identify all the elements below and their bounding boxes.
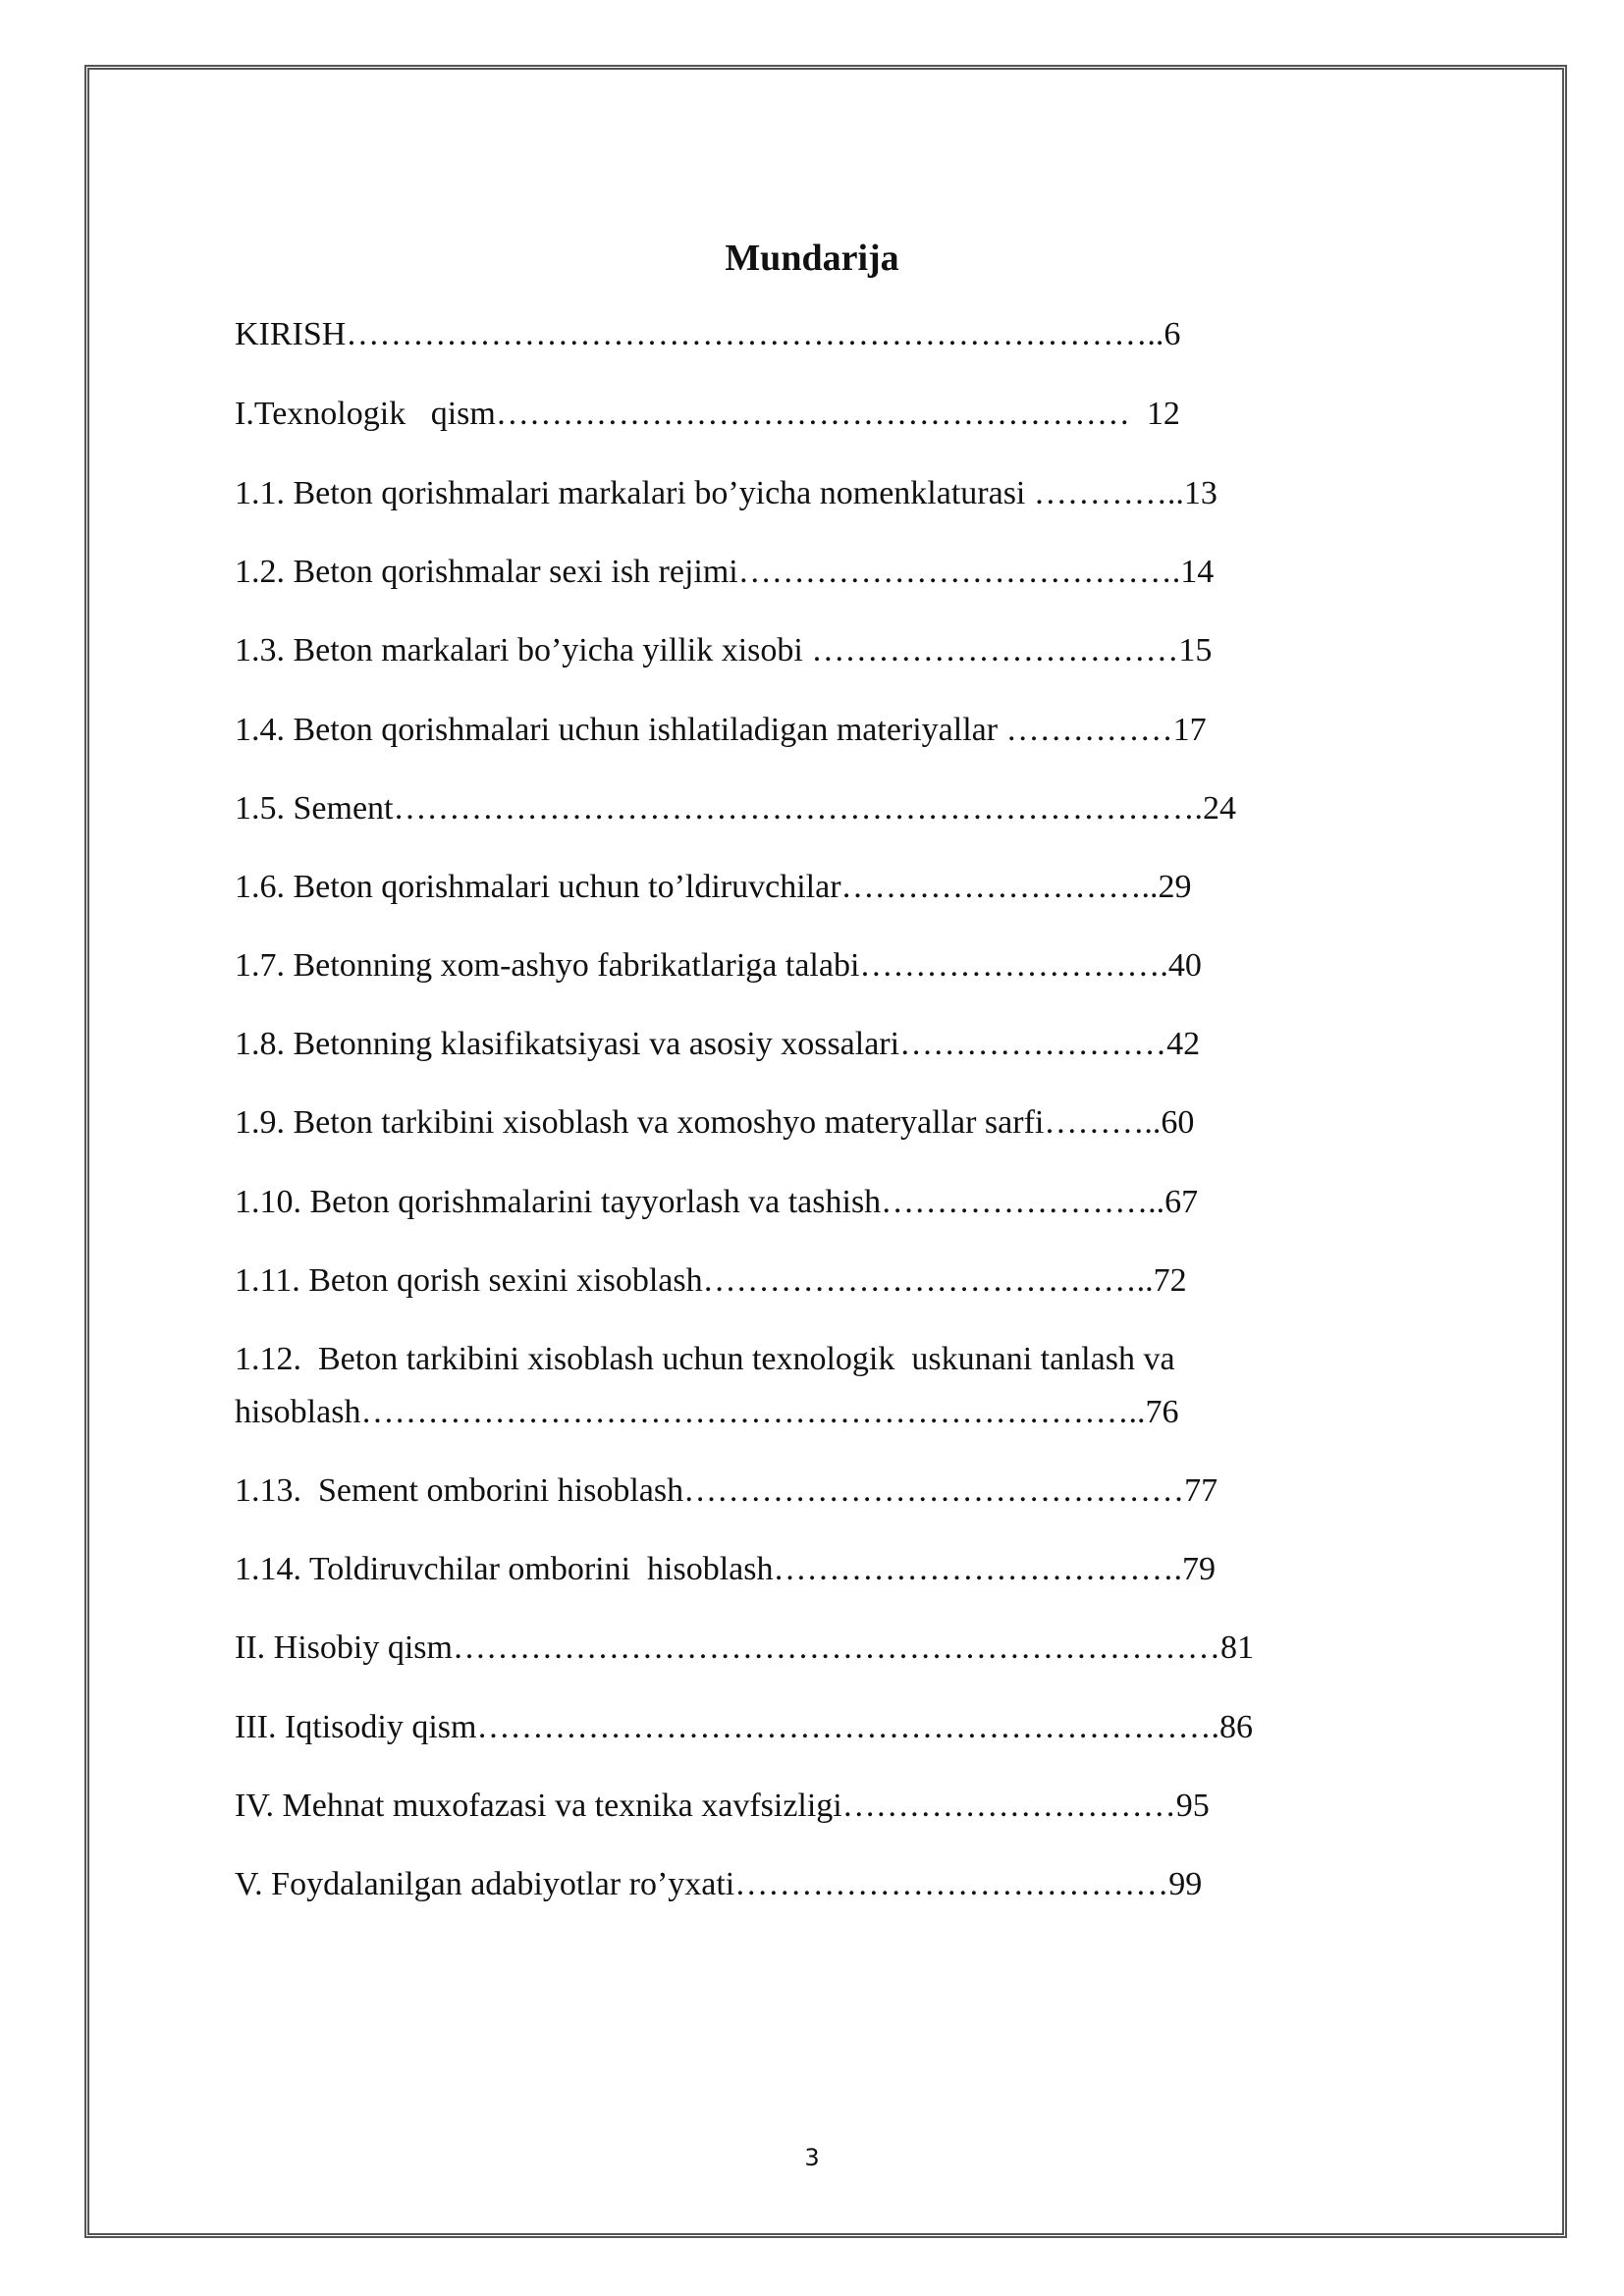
page-number: 3 bbox=[804, 2144, 820, 2171]
toc-entry-1-5: 1.5. Sement……………………………………………………………….24 bbox=[235, 790, 1236, 827]
toc-entry-1-8: 1.8. Betonning klasifikatsiyasi va asosiy xossalari……………………42 bbox=[235, 1026, 1201, 1062]
toc-entry-texnologik-qism: I.Texnologik qism………………………………………………… 12 bbox=[235, 396, 1180, 432]
toc-entry-1-9: 1.9. Beton tarkibini xisoblash va xomoshyo materyallar sarfi………..60 bbox=[235, 1104, 1195, 1141]
toc-entry-1-10: 1.10. Beton qorishmalarini tayyorlash va tashish……………………..67 bbox=[235, 1184, 1199, 1220]
toc-entry-1-1: 1.1. Beton qorishmalari markalari bo’yicha nomenklaturasi …………..13 bbox=[235, 475, 1218, 511]
toc-entry-iqtisodiy-qism: III. Iqtisodiy qism………………………………………………………….86 bbox=[235, 1709, 1253, 1745]
toc-entry-1-6: 1.6. Beton qorishmalari uchun to’ldiruvchilar………………………..29 bbox=[235, 869, 1192, 905]
toc-entry-1-12-continued: hisoblash……………………………………………………………..76 bbox=[235, 1394, 1179, 1430]
toc-entry-kirish: KIRISH………………………………………………………………..6 bbox=[235, 316, 1181, 352]
toc-entry-1-13: 1.13. Sement omborini hisoblash………………………………………77 bbox=[235, 1472, 1218, 1509]
toc-entry-1-3: 1.3. Beton markalari bo’yicha yillik xisobi ……………………………15 bbox=[235, 632, 1213, 668]
toc-entry-1-7: 1.7. Betonning xom-ashyo fabrikatlariga talabi……………………….40 bbox=[235, 947, 1202, 984]
toc-entry-1-4: 1.4. Beton qorishmalari uchun ishlatiladigan materiyallar ……………17 bbox=[235, 712, 1207, 748]
toc-entry-1-2: 1.2. Beton qorishmalar sexi ish rejimi………………………………….14 bbox=[235, 554, 1215, 590]
page-title: Mundarija bbox=[725, 238, 899, 279]
toc-entry-adabiyotlar: V. Foydalanilgan adabiyotlar ro’yxati…………………………………99 bbox=[235, 1866, 1203, 1902]
toc-entry-1-11: 1.11. Beton qorish sexini xisoblash…………………………………..72 bbox=[235, 1262, 1187, 1299]
toc-entry-mehnat-muxofazasi: IV. Mehnat muxofazasi va texnika xavfsizligi…………………………95 bbox=[235, 1788, 1210, 1824]
toc-entry-1-14: 1.14. Toldiruvchilar omborini hisoblash……………………………….79 bbox=[235, 1551, 1216, 1587]
toc-entry-hisobiy-qism: II. Hisobiy qism……………………………………………………………81 bbox=[235, 1629, 1254, 1666]
toc-entry-1-12: 1.12. Beton tarkibini xisoblash uchun texnologik uskunani tanlash va bbox=[235, 1341, 1175, 1377]
